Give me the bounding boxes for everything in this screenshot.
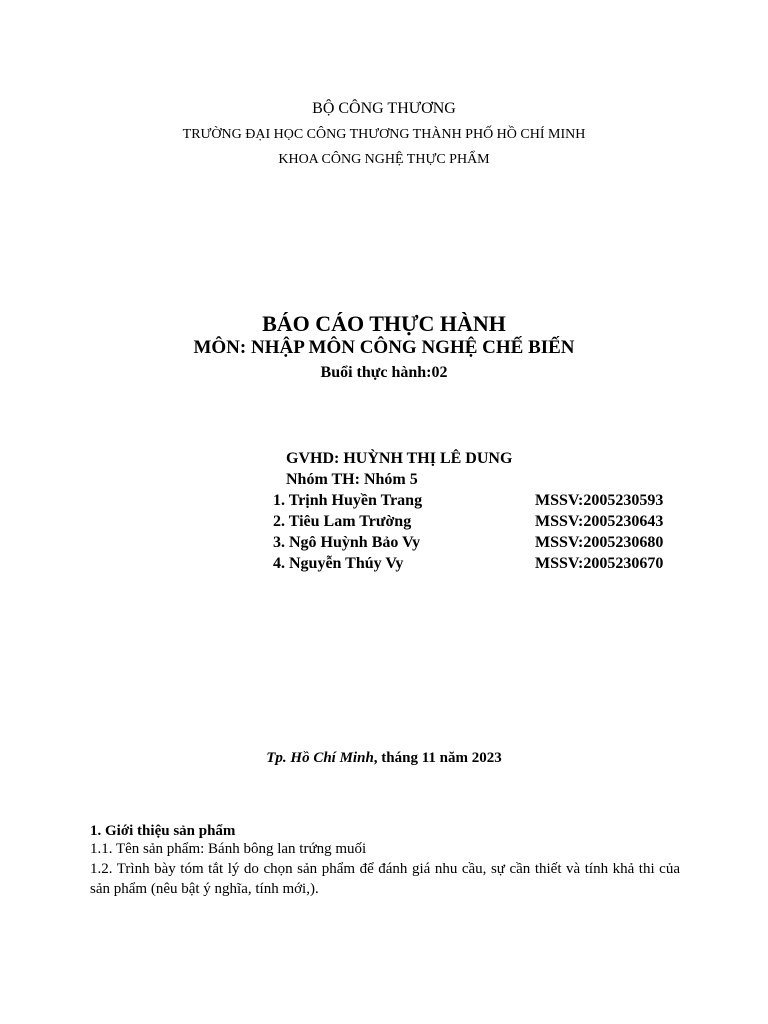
faculty-name: KHOA CÔNG NGHỆ THỰC PHẨM xyxy=(278,152,490,167)
section-heading: 1. Giới thiệu sản phẩm xyxy=(90,823,236,839)
city-name: Tp. Hồ Chí Minh xyxy=(266,750,374,766)
subject-title: MÔN: NHẬP MÔN CÔNG NGHỆ CHẾ BIẾN xyxy=(193,337,575,358)
section-item: 1.2. Trình bày tóm tắt lý do chọn sản phẩm để đánh giá nhu cầu, sự cần thiết và tính khả thi của sản phẩm (nêu bật ý nghĩa, tính mới,). xyxy=(90,861,680,897)
session-label: Buổi thực hành:02 xyxy=(320,364,448,381)
date-text: , tháng 11 năm 2023 xyxy=(373,750,502,766)
university-name: TRƯỜNG ĐẠI HỌC CÔNG THƯƠNG THÀNH PHỐ HỒ CHÍ MINH xyxy=(182,127,586,142)
section-item: 1.1. Tên sản phẩm: Bánh bông lan trứng muối xyxy=(90,841,367,857)
member-name: 1. Trịnh Huyền Trang xyxy=(273,492,423,509)
member-id: MSSV:2005230670 xyxy=(535,555,664,572)
member-name: 2. Tiêu Lam Trường xyxy=(273,513,412,530)
place-date-line xyxy=(0,750,768,767)
report-title: BÁO CÁO THỰC HÀNH xyxy=(262,311,506,336)
member-id: MSSV:2005230643 xyxy=(535,513,664,530)
member-name: 3. Ngô Huỳnh Bảo Vy xyxy=(273,534,421,551)
member-name: 4. Nguyễn Thúy Vy xyxy=(273,555,404,572)
member-id: MSSV:2005230680 xyxy=(535,534,664,551)
member-id: MSSV:2005230593 xyxy=(535,492,664,509)
ministry-name: BỘ CÔNG THƯƠNG xyxy=(312,100,456,117)
advisor-line: GVHD: HUỲNH THỊ LÊ DUNG xyxy=(286,450,513,467)
group-line: Nhóm TH: Nhóm 5 xyxy=(286,471,418,488)
